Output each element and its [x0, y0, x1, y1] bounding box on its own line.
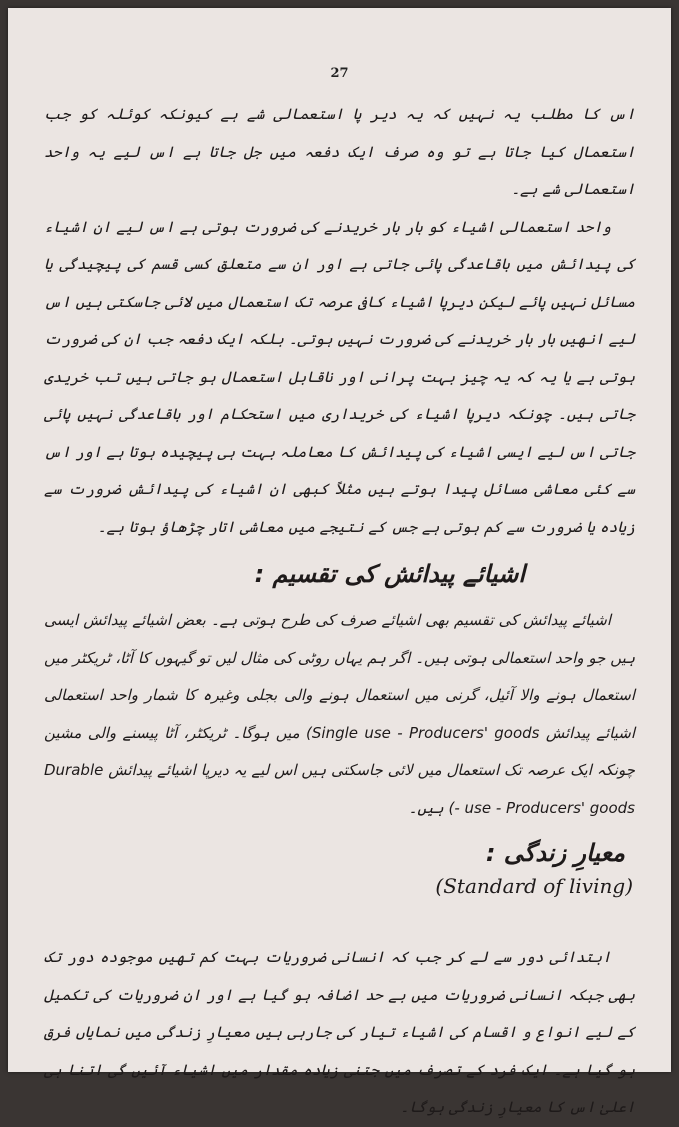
subtitle-standard-of-living-english: (Standard of living): [435, 874, 633, 898]
heading-standard-of-living: معیارِ زندگی :: [485, 839, 625, 867]
paragraph-durable-vs-single-use: واحد استعمالی اشیاء کو بار بار خریدنے کی ضرورت ہوتی ہے اس لیے ان اشیاء کی پیدائش میں باقاعدگی پائی جاتی ہے اور ان سے متعلق کسی قسم کی پیچیدگی یا مسائل نہیں پائے لیکن دیرپا اشیاء کافی عرصہ تک استعمال میں لائی جاسکتی ہیں اس لیے انھیں بار بار خریدنے کی ضرورت نہیں ہوتی۔ بلکہ ایک دفعہ جب ان کی ضرورت ہوتی ہے یا یہ کہ یہ چیز بہت پرانی اور ناقابل استعمال ہو جاتی ہیں تب خریدی جاتی ہیں۔ چونکہ دیرپا اشیاء کی خریداری میں استحکام اور باقاعدگی نہیں پائی جاتی اس لیے ایسی اشیاء کی پیدائش کا معاملہ بہت ہی پیچیدہ ہوتا ہے اور اس سے کئی معاشی مسائل پیدا ہوتے ہیں مثلاً کبھی ان اشیاء کی پیدائش ضرورت سے زیادہ یا ضرورت سے کم ہوتی ہے جس کے نتیجے میں معاشی اتار چڑھاؤ ہوتا ہے۔: [44, 217, 635, 536]
page-number: 27: [330, 66, 349, 81]
heading-producers-goods-classification: اشیائے پیدائش کی تقسیم :: [254, 560, 525, 588]
page-content: [44, 96, 635, 1127]
paragraph-producers-goods: اشیائے پیدائش کی تقسیم بھی اشیائے صرف کی طرح ہوتی ہے۔ بعض اشیائے پیدائش ایسی ہیں جو واحد استعمالی ہوتی ہیں۔ اگر ہم یہاں روٹی کی مثال لیں تو گیہوں کا آٹا، ٹریکٹر میں استعمال ہونے والا آئیل، گرنی میں استعمال ہونے والی بجلی وغیرہ کا شمار واحد استعمالی اشیائے پیدائش Single use - Producers' goods) میں ہوگا۔ ٹریکٹر، آٹا پیسنے والی مشین چونکہ ایک عرصہ تک استعمال میں لائی جاسکتی ہیں اس لیے یہ دیرپا اشیائے پیدائش Durable - use - Producers' goods) ہیں۔: [44, 611, 635, 817]
paragraph-coal-example: اس کا مطلب یہ نہیں کہ یہ دیر پا استعمالی شے ہے کیونکہ کوئلہ کو جب استعمال کیا جاتا ہے تو وہ صرف ایک دفعہ میں جل جاتا ہے اس لیے یہ واحد استعمالی شے ہے۔: [44, 105, 635, 198]
book-page: [8, 8, 671, 1116]
paragraph-standard-of-living: ابتدائی دور سے لے کر جب کہ انسانی ضروریات بہت کم تھیں موجودہ دور تک بھی جبکہ انسانی ضروریات میں بے حد اضافہ ہو گیا ہے اور ان ضروریات کی تکمیل کے لیے انواع و اقسام کی اشیاء تیار کی جارہی ہیں معیارِ زندگی میں نمایاں فرق ہو گیا ہے۔ ایک فرد کے تصرف میں جتنی زیادہ مقدار میں اشیاء آئیں گی اتنا ہی اعلیٰ اس کا معیارِ زندگی ہوگا۔: [44, 948, 635, 1116]
